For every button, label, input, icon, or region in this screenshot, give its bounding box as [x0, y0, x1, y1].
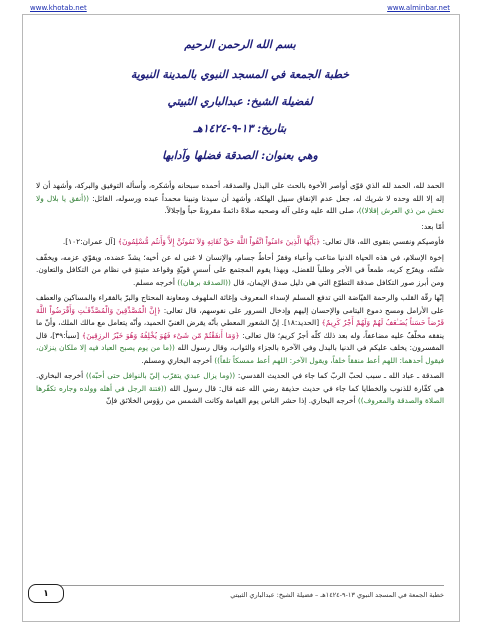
paragraph [36, 252, 444, 290]
sermon-body [36, 180, 444, 594]
paragraph [36, 370, 444, 408]
footer-divider [36, 585, 444, 586]
text: الحمد لله، الحمد لله الذي قوّى أواصر الأخوة بالحث على البذل والصدقة، أحمده سبحانه وأشكره، وأسأله التوفيق والبركة، وأشهد أن لا إله إلا الله وحده لا شريك له، جعل عدم الإنفاق سبيل الهلكة، وأشهد أن سيدنا ونبينا محمداً عبده ورسوله، القائل: [36, 181, 444, 203]
text: [آل عمران:١٠٢]. [62, 237, 118, 246]
text: أمّا بعد: [421, 221, 444, 231]
text: أخرجه مسلم. [133, 277, 178, 287]
text: [الحديد:١٨]. إنّ الشعور المعطي بأنّه يقرض الغنيّ الحميد، وأنّه يتعامل مع مالك الملك، وأنّ ما ينفقه مخلّفٌ عليه مضاعفاً، وله بعد ذلك كلّه أجرٌ كريم؛ قال تعالى: [36, 318, 444, 340]
paragraph [36, 221, 444, 234]
speaker-name: لفضيلة الشيخ: عبدالباري الثبيتي [167, 95, 313, 108]
text: أخرجه البخاري. إذا حشر الناس يوم القيامة وكانت الشمس من رؤوس الخلائق فإنّ [106, 396, 358, 405]
text: ، صلى الله عليه وعلى آله وصحبه صلاةً دائمةً مقرونةً حباً وإجلالاً. [164, 206, 359, 215]
text: [سبأ:٣٩]، قال المفسرون: يخلف عليكم في الدنيا بالبدل وفي الآخرة بالجزاء والثواب، وقال رسول الله [36, 330, 444, 352]
paragraph [36, 292, 444, 367]
footer-source: خطبة الجمعة في المسجد النبوي ١٣-٩-١٤٢٤هـ – فضيلة الشيخ: عبدالباري الثبيتي [230, 591, 444, 599]
page-number: ١ [43, 588, 49, 599]
page-number-badge [28, 584, 64, 603]
text: إخوة الإسلام، في هذه الحياة الدنيا متاعب وأعباء وفقرٌ أحاطٌ جسام، والإنسان لا غنى له عن أخيه؛ يشدّ عضده، ويقوّي عزمه، ويخفّف شتّته، ويفرّج كربه، طمعاً في الأجر وطلباً للفضل، وبهذا يقوم المجتمع على أسسٍ قويّةٍ وقواعد متينةٍ في نظام من التكافل والتعاون. ومن أبرز صور التكافل صدقة التطوّع التي هي دليل صدق الإيمان، قال [36, 252, 444, 287]
quran-verse: ﴿يَأَيُّهَا الَّذِينَ ءامَنُواْ اتَّقُواْ اللَّهَ حَقَّ تُقَاتِهِ وَلاَ تَمُوتُنَّ إِلاَّ وَأَنتُم مُّسْلِمُونَ﴾ [117, 237, 321, 246]
text: فأوصيكم ونفسي بتقوى الله، قال تعالى: [320, 237, 444, 246]
hadith-quote: ((ما من يوم يصبح العباد فيه إلا ملكان ينزلان، فيقول أحدهما: اللهم أعط منفقاً خلفاً، ويقول الآخر: اللهم أعط ممسكاً تلفاً)) [36, 343, 444, 365]
hadith-quote: ((أنفق يا بلال ولا تخش من ذي العرش إقلالا)) [36, 193, 444, 215]
sermon-date: بتاريخ: ١٣-٩-١٤٢٤هـ [193, 122, 287, 135]
text: إنّها رقّة القلب والرحمة الفيّاضة التي تدفع المسلم لإسداء المعروف وإغاثة الملهوف ومعاونة المحتاج والبرّ بالفقراء والمساكين والعطف على الأرامل ومسح دموع اليتامى والإحسان إليهم وإدخال السرور على نفوسهم، قال تعالى: [36, 293, 444, 315]
hadith-quote: ((الصدقة برهان)) [177, 277, 231, 287]
quran-verse: ﴿إِنَّ الْمُصَّدِّقِينَ وَالْمُصَّدِّقَـٰتِ وَأَقْرَضُواْ اللَّهَ قَرْضاً حَسَناً يُضَـٰعَفُ لَهُمْ وَلَهُمْ أَجْرٌ كَرِيمٌ﴾ [36, 305, 444, 327]
basmala: بسم الله الرحمن الرحيم [184, 38, 296, 51]
khotab-link[interactable]: www.khotab.net [30, 4, 87, 12]
header-links [30, 4, 450, 14]
paragraph [36, 236, 444, 249]
sermon-subject: خطبة الجمعة في المسجد النبوي بالمدينة النبوية [130, 68, 350, 81]
alminbar-link[interactable]: www.alminbar.net [387, 4, 450, 12]
hadith-quote: ((فتنة الرجل في أهله وولده وجاره تكفّرها الصلاة والصدقة والمعروف)) [36, 383, 444, 405]
sermon-title-block [60, 38, 420, 176]
text: أخرجه البخاري ومسلم. [141, 355, 215, 365]
text: أخرجه البخاري. هي كفّارة للذنوب والخطايا كما جاء في حديث حذيفة رضي الله عنه قال: قال رسول الله [36, 371, 444, 393]
quran-verse: ﴿وَمَا أَنفَقْتُمْ مّن شَىْء فَهُوَ يُخْلِفُهُ وَهُوَ خَيْرُ الرزِقِينَ﴾ [81, 330, 240, 340]
paragraph [36, 180, 444, 218]
sermon-topic: وهي بعنوان: الصدقة فضلها وآدابها [162, 149, 318, 162]
text: الصدقة ـ عباد الله ـ سبب لحبّ الربّ كما جاء في الحديث القدسي: [235, 371, 444, 380]
hadith-quote: ((وما يزال عبدي يتقرّب إليّ بالنوافل حتى أحبّه)) [85, 371, 236, 380]
